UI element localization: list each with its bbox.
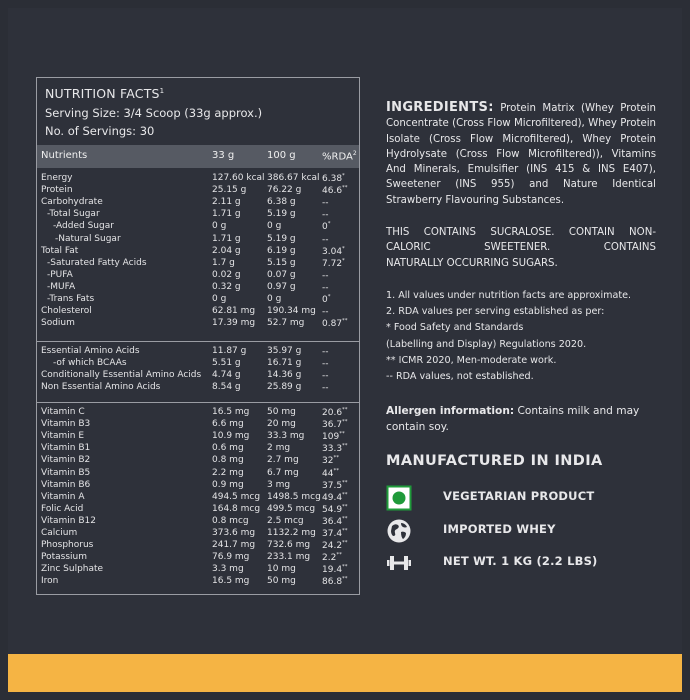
nutrient-name: Folic Acid: [41, 503, 84, 514]
rda-percent: [322, 564, 348, 575]
nutrient-name: Vitamin B12: [41, 515, 96, 526]
nutrient-row: [37, 443, 359, 455]
rda-marker: **: [342, 185, 348, 192]
rda-value: 44: [322, 468, 334, 479]
amount-per-100g: 10 mg: [267, 564, 296, 575]
rda-percent: [322, 528, 348, 539]
amount-per-100g: 6.38 g: [267, 197, 296, 208]
nutrient-row: [37, 197, 359, 209]
nutrient-name: Energy: [41, 173, 73, 183]
nutrient-row: [37, 173, 359, 185]
rda-marker: *: [327, 294, 331, 300]
footnote: -- RDA values, not established.: [386, 371, 534, 383]
amount-per-100g: 20 mg: [267, 419, 296, 430]
rda-percent: [322, 407, 348, 418]
amount-per-serving: 373.6 mg: [212, 528, 256, 538]
rda-percent: [322, 358, 329, 369]
amount-per-100g: 16.71 g: [267, 358, 302, 369]
sucralose-line-2: NATURALLY OCCURRING SUGARS.: [386, 257, 558, 269]
footnote: ** ICMR 2020, Men-moderate work.: [386, 354, 557, 366]
rda-value: 49.4: [322, 492, 343, 503]
nutrient-name: -MUFA: [47, 281, 76, 292]
rda-value: --: [322, 347, 329, 357]
amount-per-100g: 35.97 g: [267, 346, 302, 356]
nutrient-name: Vitamin B2: [41, 455, 91, 466]
amount-per-100g: 0 g: [267, 294, 282, 304]
amount-per-100g: 0.97 g: [267, 281, 296, 292]
rda-value: 19.4: [322, 565, 343, 576]
nutrient-row: [37, 185, 359, 197]
amount-per-100g: 499.5 mcg: [267, 503, 316, 514]
amount-per-serving: 2.11 g: [212, 197, 241, 208]
rda-value: 33.3: [322, 444, 343, 455]
rda-value: --: [322, 371, 329, 382]
nutrient-name: Non Essential Amino Acids: [41, 382, 161, 393]
ingredients-block: [386, 100, 656, 208]
feature-net-weight: [386, 550, 666, 574]
nutrient-name: Essential Amino Acids: [41, 346, 140, 356]
feature-vegetarian: [386, 485, 666, 509]
rda-percent: [322, 246, 345, 257]
nutrient-name: Phosphorus: [41, 540, 94, 551]
amount-per-serving: 5.51 g: [212, 358, 241, 369]
dumbbell-icon: [386, 550, 412, 576]
rda-marker: *: [342, 173, 345, 179]
nutrition-header-row: [37, 145, 359, 168]
nutrient-name: Iron: [41, 576, 59, 587]
allergen-text: Contains milk and may contain soy.: [386, 405, 640, 433]
nutrient-row: [37, 282, 359, 294]
amount-per-100g: 2.5 mcg: [267, 515, 304, 526]
amount-per-100g: 2 mg: [267, 443, 291, 454]
nutrient-name: Conditionally Essential Amino Acids: [41, 370, 202, 381]
rda-value: --: [322, 234, 329, 245]
amount-per-serving: 0.32 g: [212, 281, 241, 292]
rda-percent: [322, 173, 345, 184]
rda-percent: [322, 370, 329, 381]
amount-per-100g: 0.07 g: [267, 269, 296, 280]
nutrient-name: Vitamin B5: [41, 467, 91, 478]
nutrient-name: Vitamin B6: [41, 479, 91, 490]
accent-band: [8, 654, 682, 692]
rda-percent: [322, 318, 348, 329]
nutrient-row: [37, 576, 359, 588]
rda-value: --: [322, 383, 329, 394]
rda-value: 24.2: [322, 541, 343, 552]
rda-marker: **: [342, 491, 348, 498]
nutrient-name: -Trans Fats: [47, 294, 95, 304]
nutrient-name: -PUFA: [47, 269, 73, 280]
nutrient-row: [37, 382, 359, 394]
amount-per-serving: 2.2 mg: [212, 467, 244, 478]
nutrient-row: [37, 346, 359, 358]
amount-per-100g: 25.89 g: [267, 382, 302, 393]
rda-percent: [322, 221, 330, 232]
amount-per-serving: 0.02 g: [212, 269, 241, 280]
header-rda: %RDA$^2$: [322, 150, 357, 163]
nutrient-row: [37, 221, 359, 233]
amount-per-serving: 76.9 mg: [212, 552, 250, 563]
rda-percent: [322, 185, 348, 196]
amount-per-serving: 10.9 mg: [212, 431, 250, 442]
rda-percent: [322, 431, 345, 442]
amount-per-100g: 5.15 g: [267, 257, 296, 268]
nutrient-row: [37, 370, 359, 382]
header-nutrients: Nutrients: [41, 150, 88, 161]
rda-value: 36.7: [322, 420, 343, 431]
rda-value: --: [322, 307, 329, 318]
number-of-servings: No. of Servings: 30: [45, 124, 155, 138]
nutrient-name: Potassium: [41, 552, 88, 563]
nutrient-name: Protein: [41, 185, 73, 196]
nutrient-name: Vitamin E: [41, 431, 85, 442]
nutrient-row: [37, 318, 359, 330]
rda-value: 20.6: [322, 408, 343, 418]
nutrient-row: [37, 492, 359, 504]
manufactured-in-india: MANUFACTURED IN INDIA: [386, 453, 603, 469]
rda-percent: [322, 504, 348, 515]
footnote: (Labelling and Display) Regulations 2020.: [386, 338, 587, 350]
nutrient-row: [37, 468, 359, 480]
feature-label: VEGETARIAN PRODUCT: [443, 489, 595, 503]
rda-marker: **: [342, 515, 348, 522]
nutrient-name: Total Fat: [41, 245, 79, 256]
rda-value: 32: [322, 456, 334, 467]
nutrient-row: [37, 455, 359, 467]
amount-per-serving: 1.71 g: [212, 233, 241, 244]
rda-value: 109: [322, 432, 340, 443]
nutrient-row: [37, 306, 359, 318]
amount-per-100g: 14.36 g: [267, 370, 302, 381]
header-100g: 100 g: [267, 150, 296, 161]
nutrition-title: NUTRITION FACTS$^1$: [45, 86, 165, 101]
nutrient-name: Vitamin B3: [41, 419, 91, 430]
amount-per-serving: 127.60 kcal: [212, 173, 265, 183]
nutrient-row: [37, 246, 359, 258]
rda-percent: [322, 306, 329, 317]
rda-marker: **: [336, 552, 342, 559]
rda-percent: [322, 540, 348, 551]
rda-value: --: [322, 282, 329, 293]
amount-per-100g: 3 mg: [267, 479, 291, 490]
serving-size: Serving Size: 3/4 Scoop (33g approx.): [45, 106, 263, 120]
rda-value: 3.04: [322, 246, 343, 257]
amount-per-serving: 1.7 g: [212, 257, 235, 268]
amount-per-100g: 50 mg: [267, 576, 296, 587]
amount-per-100g: 33.3 mg: [267, 431, 305, 442]
nutrient-name: -Natural Sugar: [55, 233, 121, 244]
footnote: 1. All values under nutrition facts are approximate.: [386, 290, 632, 301]
nutrient-name: -Added Sugar: [53, 221, 114, 232]
amount-per-serving: 241.7 mg: [212, 540, 256, 551]
amount-per-serving: 25.15 g: [212, 185, 247, 196]
rda-percent: [322, 234, 329, 245]
header-33g: 33 g: [212, 150, 235, 161]
rda-marker: **: [342, 564, 348, 571]
rda-percent: [322, 443, 348, 454]
amount-per-100g: 6.7 mg: [267, 467, 299, 478]
amount-per-100g: 233.1 mg: [267, 552, 311, 563]
rda-percent: [322, 576, 348, 587]
amount-per-100g: 1498.5 mcg: [267, 491, 321, 502]
nutrient-row: [37, 270, 359, 282]
amount-per-100g: 52.7 mg: [267, 318, 305, 329]
rda-percent: [322, 552, 342, 563]
rda-marker: *: [342, 245, 345, 252]
rda-percent: [322, 516, 348, 527]
rda-percent: [322, 197, 329, 208]
rda-percent: [322, 258, 345, 269]
nutrient-name: Zinc Sulphate: [41, 564, 104, 575]
nutrient-row: [37, 407, 359, 419]
feature-label: NET WT. 1 KG (2.2 LBS): [443, 554, 598, 568]
rda-marker: **: [342, 503, 348, 510]
footnote: * Food Safety and Standards: [386, 322, 524, 334]
nutrient-row: [37, 258, 359, 270]
rda-marker: **: [342, 419, 348, 426]
nutrient-row: [37, 504, 359, 516]
amount-per-100g: 732.6 mg: [267, 540, 311, 551]
rda-value: 0.87: [322, 319, 343, 330]
section-divider: [37, 341, 359, 342]
amount-per-serving: 0 g: [212, 221, 227, 232]
amount-per-serving: 16.5 mg: [212, 576, 250, 587]
nutrient-row: [37, 516, 359, 528]
rda-value: 36.4: [322, 516, 343, 527]
rda-percent: [322, 382, 329, 393]
rda-percent: [322, 480, 348, 491]
rda-value: 7.72: [322, 258, 343, 269]
rda-value: 86.8: [322, 577, 343, 588]
nutrient-name: -Saturated Fatty Acids: [47, 257, 147, 268]
amount-per-100g: 5.19 g: [267, 233, 296, 244]
nutrient-name: Carbohydrate: [41, 197, 103, 208]
footnotes: [386, 288, 656, 385]
amount-per-serving: 17.39 mg: [212, 318, 256, 329]
feature-imported-whey: [386, 518, 666, 542]
amount-per-100g: 386.67 kcal: [267, 173, 320, 183]
rda-marker: **: [342, 407, 348, 413]
amount-per-100g: 190.34 mg: [267, 306, 316, 317]
nutrient-row: [37, 419, 359, 431]
amount-per-serving: 16.5 mg: [212, 407, 250, 417]
rda-marker: **: [342, 576, 348, 583]
amount-per-100g: 0 g: [267, 221, 282, 232]
amount-per-100g: 76.22 g: [267, 185, 302, 196]
nutrient-name: -of which BCAAs: [53, 358, 127, 369]
rda-value: 37.5: [322, 480, 343, 491]
amount-per-100g: 5.19 g: [267, 209, 296, 220]
amount-per-serving: 0.8 mg: [212, 455, 244, 466]
rda-value: 37.4: [322, 529, 343, 539]
amount-per-100g: 2.7 mg: [267, 455, 299, 466]
rda-percent: [322, 294, 330, 305]
amount-per-serving: 494.5 mcg: [212, 491, 261, 502]
amount-per-serving: 11.87 g: [212, 346, 247, 356]
amount-per-100g: 50 mg: [267, 407, 296, 417]
rda-percent: [322, 492, 348, 503]
feature-label: IMPORTED WHEY: [443, 522, 556, 536]
nutrient-row: [37, 552, 359, 564]
rda-percent: [322, 282, 329, 293]
nutrient-row: [37, 480, 359, 492]
nutrient-name: -Total Sugar: [47, 209, 100, 220]
amount-per-serving: 0 g: [212, 294, 227, 304]
rda-value: 2.2: [322, 553, 337, 564]
rda-marker: *: [342, 257, 345, 264]
veg-mark-icon: [386, 485, 412, 511]
rda-marker: **: [333, 455, 339, 462]
rda-marker: **: [333, 467, 339, 474]
rda-value: 46.6: [322, 186, 343, 197]
allergen-label: Allergen information:: [386, 405, 515, 417]
sucralose-statement: [386, 225, 656, 271]
rda-percent: [322, 419, 348, 430]
nutrient-row: [37, 528, 359, 540]
rda-marker: **: [342, 540, 348, 547]
footnote: 2. RDA values per serving established as per:: [386, 306, 605, 318]
nutrient-name: Cholesterol: [41, 306, 92, 317]
amount-per-serving: 4.74 g: [212, 370, 241, 381]
rda-value: 54.9: [322, 504, 343, 515]
nutrient-row: [37, 234, 359, 246]
amount-per-serving: 3.3 mg: [212, 564, 244, 575]
globe-icon: [386, 518, 412, 544]
section-divider: [37, 402, 359, 403]
nutrient-name: Vitamin B1: [41, 443, 91, 454]
nutrient-name: Calcium: [41, 528, 78, 538]
nutrient-row: [37, 358, 359, 370]
amount-per-serving: 2.04 g: [212, 245, 241, 256]
nutrient-name: Sodium: [41, 318, 75, 329]
rda-marker: **: [342, 479, 348, 486]
rda-marker: *: [327, 221, 331, 228]
rda-value: --: [322, 198, 329, 209]
rda-percent: [322, 455, 339, 466]
ingredients-label: INGREDIENTS:: [386, 100, 494, 115]
amount-per-100g: 6.19 g: [267, 245, 296, 256]
rda-percent: [322, 346, 329, 357]
amount-per-serving: 0.6 mg: [212, 443, 244, 454]
allergen-information: [386, 404, 656, 435]
rda-percent: [322, 270, 329, 281]
amount-per-serving: 1.71 g: [212, 209, 241, 220]
rda-marker: **: [342, 443, 348, 450]
ingredients-text: Protein Matrix (Whey Protein Concentrate (Cross Flow Microfiltered), Whey Protein Isolate (Cross Flow Microfiltered), Whey Protein Hydrolysate (Cross Flow Microfiltered)), Vitamins And Minerals, Emulsifier (INS 415 & INS E407), Sweetener (INS 955) and Nature Identical Strawberry Flavouring Substances.: [386, 103, 656, 206]
rda-percent: [322, 468, 339, 479]
nutrient-name: Vitamin A: [41, 491, 85, 502]
rda-value: --: [322, 210, 329, 221]
amount-per-100g: 1132.2 mg: [267, 528, 316, 538]
nutrient-name: Vitamin C: [41, 407, 85, 417]
amount-per-serving: 164.8 mcg: [212, 503, 261, 514]
rda-marker: **: [342, 318, 348, 325]
amount-per-serving: 0.8 mcg: [212, 515, 249, 526]
rda-percent: [322, 209, 329, 220]
nutrition-facts-table: [36, 77, 360, 595]
rda-value: 6.38: [322, 174, 343, 184]
rda-value: 0: [322, 222, 328, 233]
rda-marker: **: [339, 431, 345, 438]
amount-per-serving: 6.6 mg: [212, 419, 244, 430]
rda-value: --: [322, 359, 329, 370]
amount-per-serving: 0.9 mg: [212, 479, 244, 490]
nutrient-row: [37, 431, 359, 443]
amount-per-serving: 8.54 g: [212, 382, 241, 393]
nutrient-row: [37, 209, 359, 221]
sucralose-line-1: THIS CONTAINS SUCRALOSE. CONTAIN NON-CALORIC SWEETENER. CONTAINS: [386, 227, 656, 254]
rda-marker: **: [342, 528, 348, 534]
amount-per-serving: 62.81 mg: [212, 306, 256, 317]
nutrient-row: [37, 564, 359, 576]
nutrient-row: [37, 294, 359, 306]
nutrient-row: [37, 540, 359, 552]
rda-value: --: [322, 270, 329, 281]
rda-value: 0: [322, 295, 328, 305]
